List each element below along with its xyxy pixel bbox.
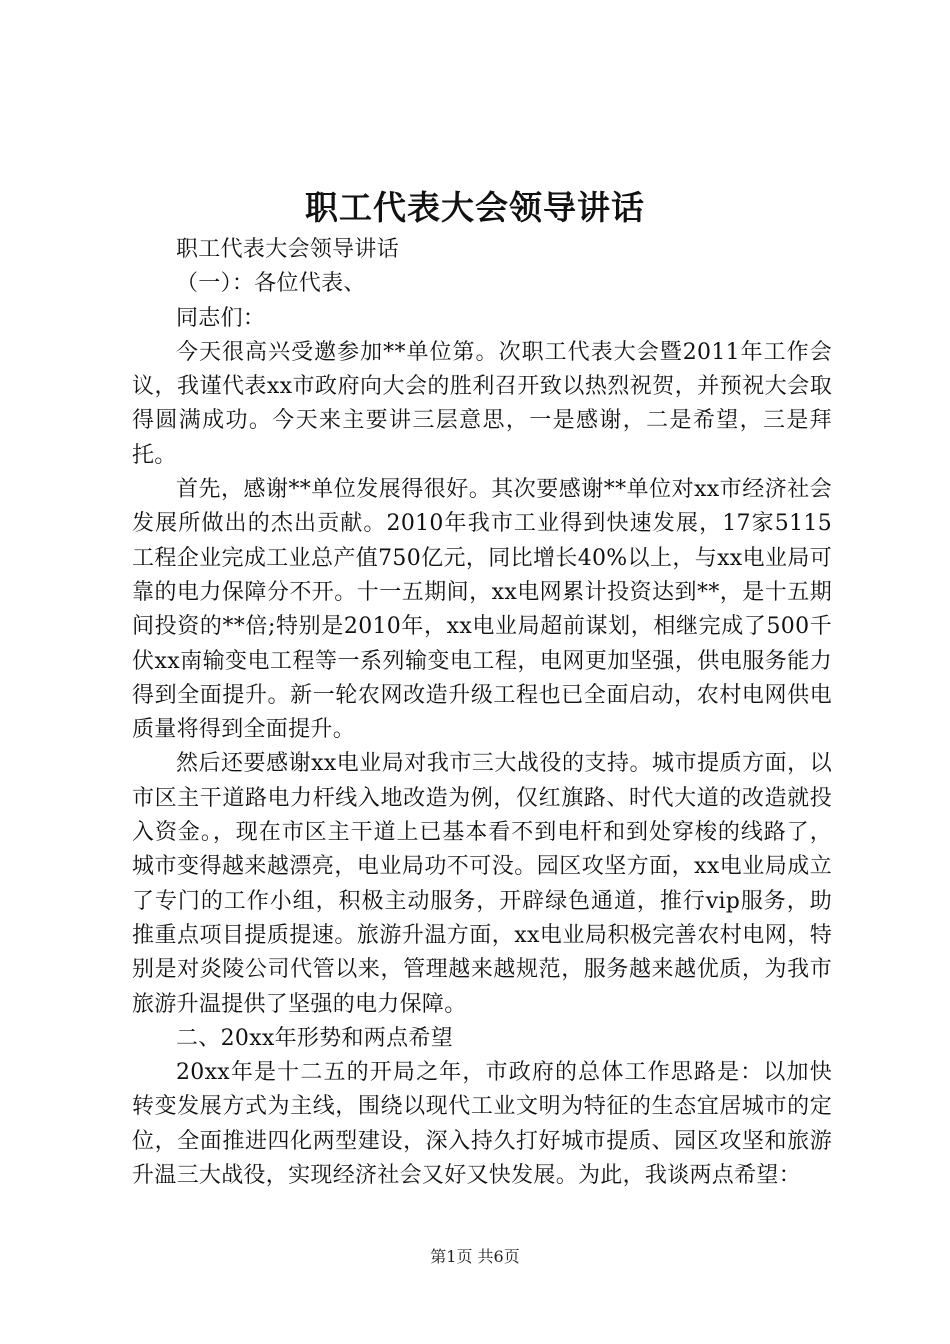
paragraph-intro: 今天很高兴受邀参加**单位第。次职工代表大会暨2011年工作会议，我谨代表xx市政府向大会的胜利召开致以热烈祝贺，并预祝大会取得圆满成功。今天来主要讲三层意思，一是感谢，二是希望，三是拜托。 <box>132 339 832 468</box>
page-footer: 第1页 共6页 <box>430 1247 520 1266</box>
paragraph-subtitle: 职工代表大会领导讲话 <box>176 237 400 262</box>
paragraph-thanks-1: 首先，感谢**单位发展得很好。其次要感谢**单位对xx市经济社会发展所做出的杰出贡献。2010年我市工业得到快速发展，17家5115工程企业完成工业总产值750亿元，同比增长40%以上，与xx电业局可靠的电力保障分不开。十一五期间，xx电网累计投资达到**，是十五期间投资的**倍;特别是2010年，xx电业局超前谋划，相继完成了500千伏xx南输变电工程等一系列输变电工程，电网更加坚强，供电服务能力得到全面提升。新一轮农网改造升级工程也已全面启动，农村电网供电质量将得到全面提升。 <box>132 477 832 743</box>
paragraph-outlook: 20xx年是十二五的开局之年，市政府的总体工作思路是：以加快转变发展方式为主线，围绕以现代工业文明为特征的生态宜居城市的定位，全面推进四化两型建设，深入持久打好城市提质、园区攻坚和旅游升温三大战役，实现经济社会又好又快发展。为此，我谈两点希望： <box>132 1060 832 1189</box>
paragraph-section-heading: 二、20xx年形势和两点希望 <box>176 1025 454 1051</box>
document-title: 职工代表大会领导讲话 <box>305 188 645 227</box>
paragraph-greeting-1: （一）：各位代表、 <box>176 271 366 297</box>
paragraph-greeting-2: 同志们： <box>176 305 266 331</box>
document-body <box>132 233 832 1193</box>
paragraph-thanks-2: 然后还要感谢xx电业局对我市三大战役的支持。城市提质方面，以市区主干道路电力杆线入地改造为例，仅红旗路、时代大道的改造就投入资金。，现在市区主干道上已基本看不到电杆和到处穿梭的线路了，城市变得越来越漂亮，电业局功不可没。园区攻坚方面，xx电业局成立了专门的工作小组，积极主动服务，开辟绿色通道，推行vip服务，助推重点项目提质提速。旅游升温方面，xx电业局积极完善农村电网，特别是对炎陵公司代管以来，管理越来越规范，服务越来越优质，为我市旅游升温提供了坚强的电力保障。 <box>132 751 832 1017</box>
